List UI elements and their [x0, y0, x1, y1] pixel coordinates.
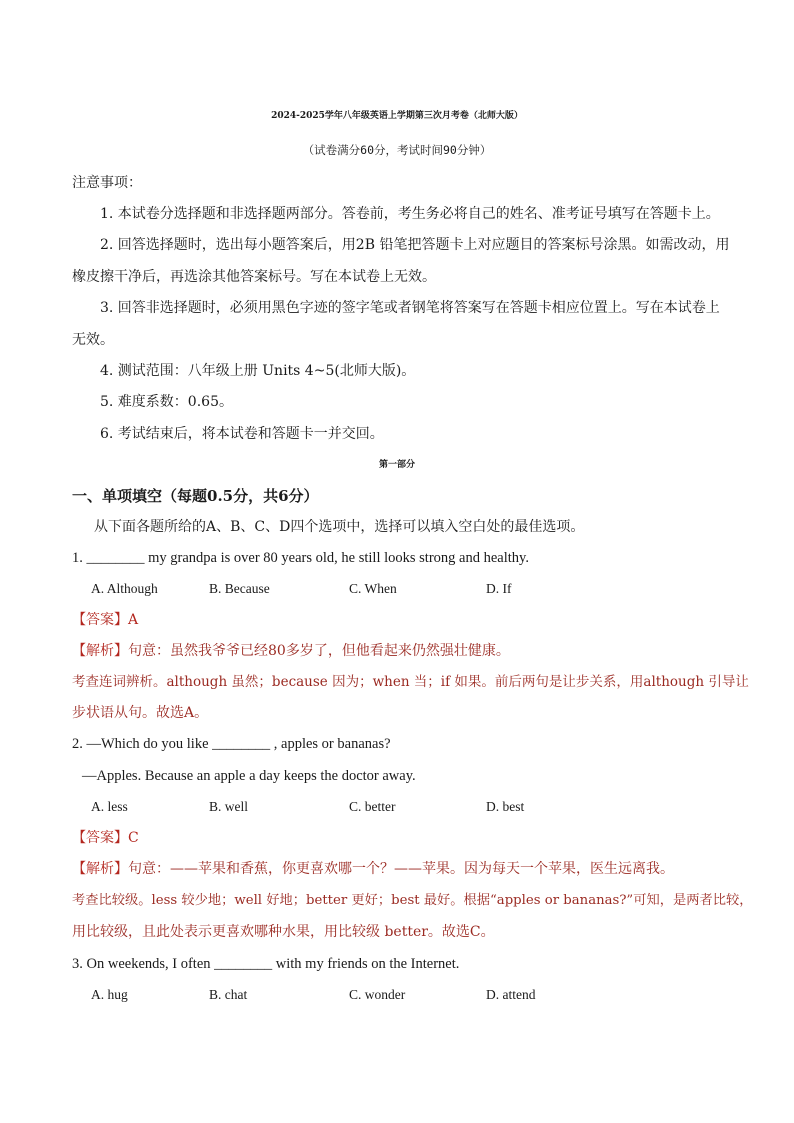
answer-value: A: [128, 612, 139, 628]
option-c: C. better: [349, 799, 396, 814]
option-d: D. attend: [486, 987, 536, 1002]
notice-item: 2. 回答选择题时，选出每小题答案后，用2B 铅笔把答题卡上对应题目的答案标号涂黑。如需改动，用: [100, 237, 730, 253]
part-heading: 第一部分: [378, 460, 415, 470]
analysis-text: 句意：虽然我爷爷已经80多岁了，但他看起来仍然强壮健康。: [128, 643, 510, 659]
analysis-text: 考查比较级。less 较少地；well 好地；better 更好；best 最好。根据“apples or bananas?”可知，是两者比较，: [72, 893, 753, 908]
option-a: A. hug: [91, 987, 128, 1002]
analysis-label: 【解析】: [72, 643, 128, 659]
option-d: D. If: [486, 581, 512, 596]
answer-label: 【答案】: [72, 830, 128, 846]
option-b: B. chat: [209, 987, 248, 1002]
answer-line: [72, 828, 139, 848]
question-stem: 3. On weekends, I often ________ with my friends on the Internet.: [72, 956, 460, 972]
analysis-label: 【解析】: [72, 861, 128, 877]
analysis-line: [72, 859, 674, 879]
answer-value: C: [128, 830, 139, 846]
notice-item: 橡皮擦干净后，再选涂其他答案标号。写在本试卷上无效。: [72, 269, 436, 285]
analysis-line: [72, 641, 510, 661]
question-stem: 1. ________ my grandpa is over 80 years old, he still looks strong and healthy.: [72, 550, 529, 566]
option-a: A. less: [91, 799, 128, 814]
answer-label: 【答案】: [72, 612, 128, 628]
option-a: A. Although: [91, 581, 158, 596]
option-b: B. Because: [209, 581, 270, 596]
option-d: D. best: [486, 799, 525, 814]
analysis-text: 句意：——苹果和香蕉，你更喜欢哪一个？——苹果。因为每天一个苹果，医生远离我。: [128, 861, 674, 877]
notice-item: 6. 考试结束后，将本试卷和答题卡一并交回。: [100, 426, 384, 442]
analysis-text: 用比较级，且此处表示更喜欢哪种水果，用比较级 better。故选C。: [72, 924, 495, 940]
question-stem: 2. —Which do you like ________ , apples or bananas?: [72, 736, 391, 752]
option-c: C. wonder: [349, 987, 406, 1002]
option-b: B. well: [209, 799, 248, 814]
section-instruction: 从下面各题所给的A、B、C、D四个选项中，选择可以填入空白处的最佳选项。: [94, 519, 585, 535]
notice-label: 注意事项：: [72, 175, 142, 191]
section-title: 一、单项填空（每题0.5分，共6分）: [72, 487, 319, 505]
notice-item: 4. 测试范围：八年级上册 Units 4~5(北师大版)。: [100, 363, 416, 379]
analysis-text: 考查连词辨析。although 虽然；because 因为；when 当；if 如果。前后两句是让步关系，用although 引导让: [72, 674, 749, 690]
notice-item: 1. 本试卷分选择题和非选择题两部分。答卷前，考生务必将自己的姓名、准考证号填写在答题卡上。: [100, 206, 720, 222]
notice-item: 3. 回答非选择题时，必须用黑色字迹的签字笔或者钢笔将答案写在答题卡相应位置上。写在本试卷上: [100, 300, 720, 316]
answer-line: [72, 610, 138, 630]
notice-item: 无效。: [72, 332, 114, 348]
question-stem: —Apples. Because an apple a day keeps the doctor away.: [82, 768, 416, 784]
analysis-text: 步状语从句。故选A。: [72, 705, 209, 721]
option-c: C. When: [349, 581, 397, 596]
notice-item: 5. 难度系数：0.65。: [100, 394, 233, 410]
page-title: 2024-2025学年八年级英语上学期第三次月考卷（北师大版）: [271, 111, 523, 121]
page-subtitle: （试卷满分60分，考试时间90分钟）: [302, 143, 492, 157]
